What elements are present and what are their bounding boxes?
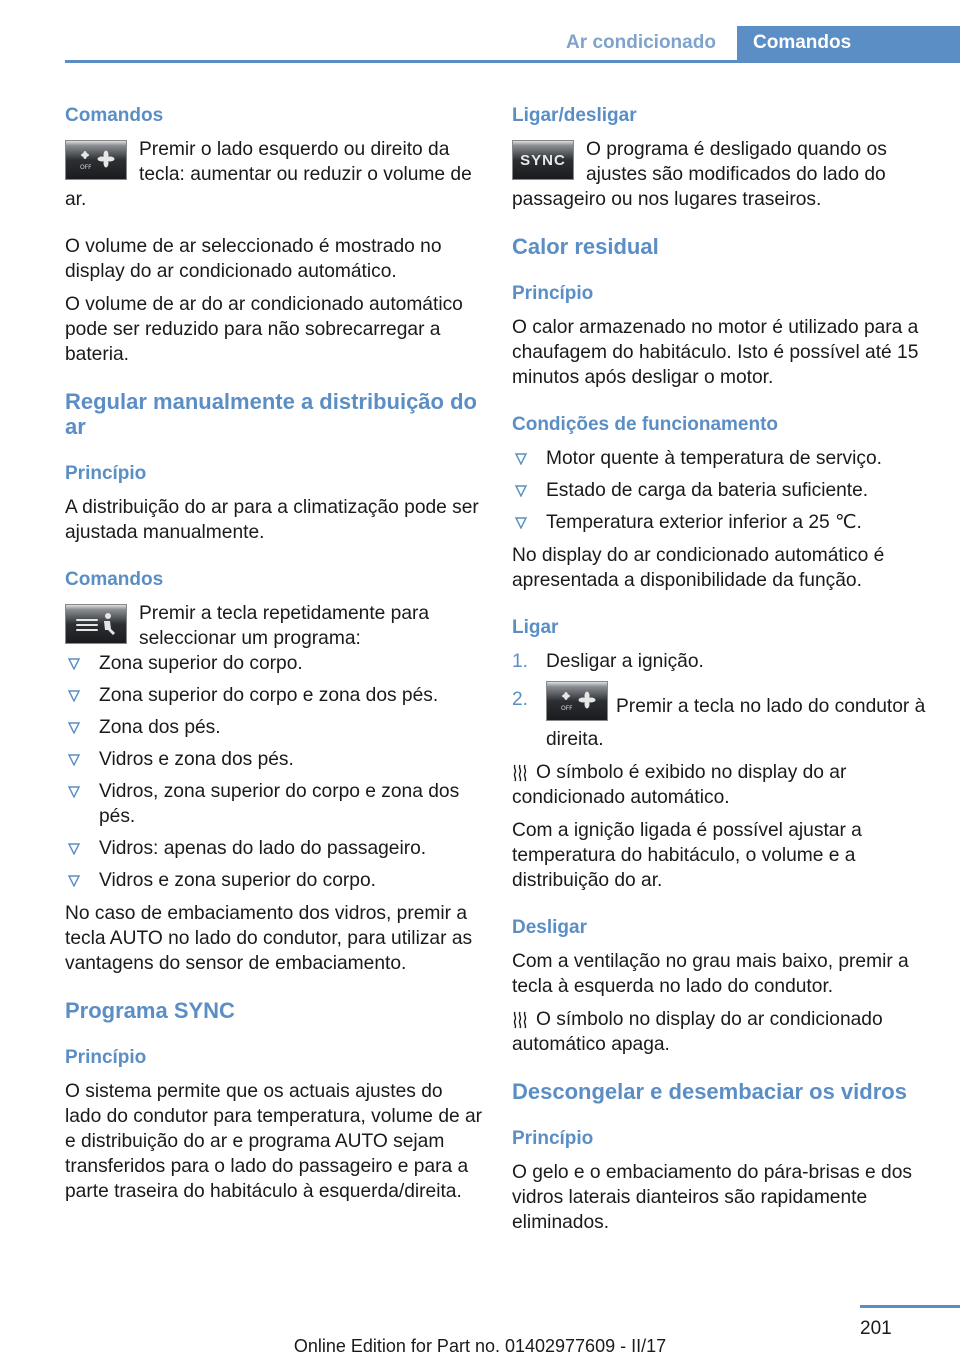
- sync-control-row: [512, 137, 932, 212]
- paragraph-simbolo-exibido: O símbolo é exibido no display do ar condicionado automático.: [512, 762, 847, 808]
- section-calor-residual: Calor residual: [512, 234, 659, 259]
- svg-text:OFF: OFF: [561, 705, 573, 712]
- paragraph-embaciamento: No caso de embaciamento dos vidros, premir a tecla AUTO no lado do condutor, para utilizar as vantagens do sensor de embaciamento.: [65, 903, 473, 974]
- step-item: 1. Desligar a ignição.: [512, 651, 704, 672]
- ligar-desligar-heading: Ligar/desligar: [512, 105, 637, 126]
- comandos-heading: Comandos: [65, 105, 164, 126]
- comandos-text: Premir o lado esquerdo ou direito da tecla: aumentar ou reduzir o volume de ar.: [65, 139, 472, 210]
- program-list: [65, 651, 483, 893]
- comandos-heading-2: Comandos: [65, 569, 164, 590]
- principio-text: A distribuição do ar para a climatização pode ser ajustada manualmente.: [65, 497, 479, 543]
- fan-control-row: [65, 137, 483, 212]
- header-tab-comandos[interactable]: Comandos: [737, 26, 960, 60]
- fan-button-icon: [546, 681, 608, 721]
- principio-heading: Princípio: [65, 463, 147, 484]
- principio-heading-3: Princípio: [512, 283, 594, 304]
- condicoes-list: [512, 446, 932, 535]
- footer-divider: [860, 1305, 960, 1308]
- list-item: Motor quente à temperatura de serviço.: [512, 446, 932, 471]
- right-column: [512, 103, 932, 1243]
- triangle-bullet-icon: [68, 786, 80, 798]
- fan-button-icon: [65, 140, 127, 180]
- paragraph-ignicao-ligada: Com a ignição ligada é possível ajustar a temperatura do habitáculo, o volume e a distribuição do ar.: [512, 820, 862, 891]
- desligar-text: Com a ventilação no grau mais baixo, premir a tecla à esquerda no lado do condutor.: [512, 951, 909, 997]
- principio-3-text: O calor armazenado no motor é utilizado para a chaufagem do habitáculo. Isto é possível até 15 minutos após desligar o motor.: [512, 317, 919, 388]
- triangle-bullet-icon: [68, 722, 80, 734]
- paragraph-disponibilidade: No display do ar condicionado automático é apresentada a disponibilidade da função.: [512, 545, 885, 591]
- ligar-steps: [512, 649, 932, 752]
- sync-button-icon: SYNC: [512, 140, 574, 180]
- step-item: 2. OFF Premir a tecla no lado do condutor à direita.: [512, 681, 932, 752]
- triangle-bullet-icon: [68, 690, 80, 702]
- list-item: Zona dos pés.: [65, 715, 483, 740]
- triangle-bullet-icon: [68, 875, 80, 887]
- edition-footer: Online Edition for Part no. 01402977609 - II/17: [293, 1336, 667, 1356]
- paragraph-simbolo-apaga: O símbolo no display do ar condicionado automático apaga.: [512, 1009, 883, 1055]
- list-item: Vidros e zona superior do corpo.: [65, 868, 483, 893]
- page-number: 201: [860, 1318, 892, 1339]
- list-item: Zona superior do corpo e zona dos pés.: [65, 683, 483, 708]
- desligar-heading: Desligar: [512, 917, 587, 938]
- residual-heat-icon: [512, 1011, 528, 1029]
- triangle-bullet-icon: [515, 485, 527, 497]
- air-distribution-button-icon: [65, 604, 127, 644]
- list-item: Temperatura exterior inferior a 25 ℃.: [512, 510, 932, 535]
- distribution-control-row: [65, 601, 483, 651]
- principio-4-text: O gelo e o embaciamento do pára-brisas e dos vidros laterais dianteiros são rapidamente eliminados.: [512, 1162, 912, 1233]
- principio-2-text: O sistema permite que os actuais ajustes do lado do condutor para temperatura, volume de ar e distribuição do ar e programa AUTO sejam transferidos para o lado do passageiro e para a parte traseira do habitáculo à esquerda/direita.: [65, 1081, 483, 1202]
- header-divider: [65, 60, 960, 63]
- ligar-desligar-text: O programa é desligado quando os ajustes são modificados do lado do passageiro ou nos lugares traseiros.: [512, 139, 887, 210]
- list-item: Estado de carga da bateria suficiente.: [512, 478, 932, 503]
- triangle-bullet-icon: [68, 754, 80, 766]
- section-programa-sync: Programa SYNC: [65, 998, 235, 1023]
- list-item: Zona superior do corpo.: [65, 651, 483, 676]
- ligar-heading: Ligar: [512, 617, 559, 638]
- list-item: Vidros e zona dos pés.: [65, 747, 483, 772]
- principio-heading-2: Princípio: [65, 1047, 147, 1068]
- list-item: Vidros, zona superior do corpo e zona dos pés.: [65, 779, 483, 829]
- list-item: Vidros: apenas do lado do passageiro.: [65, 836, 483, 861]
- triangle-bullet-icon: [68, 843, 80, 855]
- svg-text:OFF: OFF: [80, 164, 92, 171]
- residual-heat-icon: [512, 764, 528, 782]
- left-column: [65, 103, 483, 1212]
- triangle-bullet-icon: [515, 517, 527, 529]
- section-descongelar: Descongelar e desembaciar os vidros: [512, 1079, 907, 1104]
- paragraph-volume-display: O volume de ar seleccionado é mostrado no display do ar condicionado automático.: [65, 236, 442, 282]
- triangle-bullet-icon: [515, 453, 527, 465]
- header-tab-ar-condicionado[interactable]: Ar condicionado: [566, 32, 716, 53]
- paragraph-volume-reduce: O volume de ar do ar condicionado automático pode ser reduzido para não sobrecarregar a bateria.: [65, 294, 463, 365]
- triangle-bullet-icon: [68, 658, 80, 670]
- comandos-2-text: Premir a tecla repetidamente para seleccionar um programa:: [139, 603, 430, 649]
- section-distribuicao: Regular manualmente a distribuição do ar: [65, 389, 477, 439]
- principio-heading-4: Princípio: [512, 1128, 594, 1149]
- condicoes-heading: Condições de funcionamento: [512, 414, 779, 435]
